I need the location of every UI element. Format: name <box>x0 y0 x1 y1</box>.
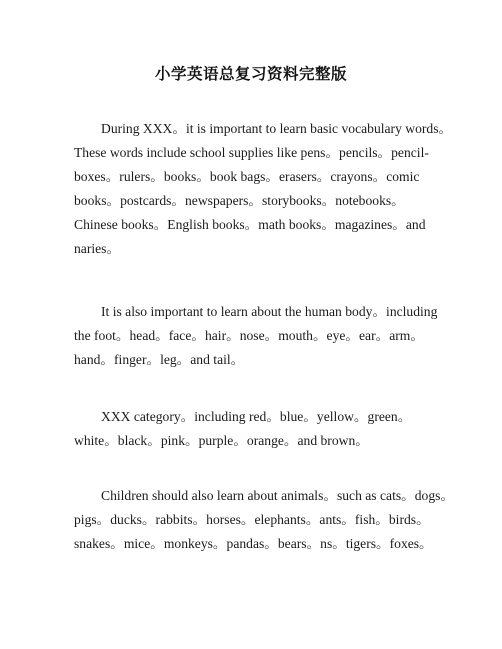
paragraph-human-body <box>74 300 454 372</box>
paragraph-line: XXX category。including red。blue。yellow。green。 <box>101 409 412 424</box>
paragraph-line: These words include school supplies like pens。pencils。pencil- <box>74 145 429 160</box>
paragraph-line: the foot。head。face。hair。nose。mouth。eye。ear。arm。 <box>74 328 424 343</box>
paragraph-line: snakes。mice。monkeys。pandas。bears。ns。tigers。foxes。 <box>74 536 433 551</box>
paragraph-line: naries。 <box>74 241 121 256</box>
paragraph-line: books。postcards。newspapers。storybooks。notebooks。 <box>74 193 405 208</box>
paragraph-line: It is also important to learn about the human body。including <box>101 304 438 319</box>
paragraph-line: Chinese books。English books。math books。magazines。and <box>74 217 426 232</box>
paragraph-line: hand。finger。leg。and tail。 <box>74 352 245 367</box>
paragraph-line: boxes。rulers。books。book bags。erasers。crayons。comic <box>74 169 420 184</box>
paragraph-line: During XXX。it is important to learn basic vocabulary words。 <box>101 121 453 136</box>
paragraph-animals <box>74 484 454 556</box>
paragraph-line: white。black。pink。purple。orange。and brown。 <box>74 433 369 448</box>
document-title: 小学英语总复习资料完整版 <box>154 65 347 83</box>
paragraph-school-supplies <box>74 117 454 261</box>
paragraph-line: Children should also learn about animals。such as cats。dogs。 <box>101 488 454 503</box>
paragraph-colors <box>74 405 454 453</box>
paragraph-line: pigs。ducks。rabbits。horses。elephants。ants。fish。birds。 <box>74 512 430 527</box>
